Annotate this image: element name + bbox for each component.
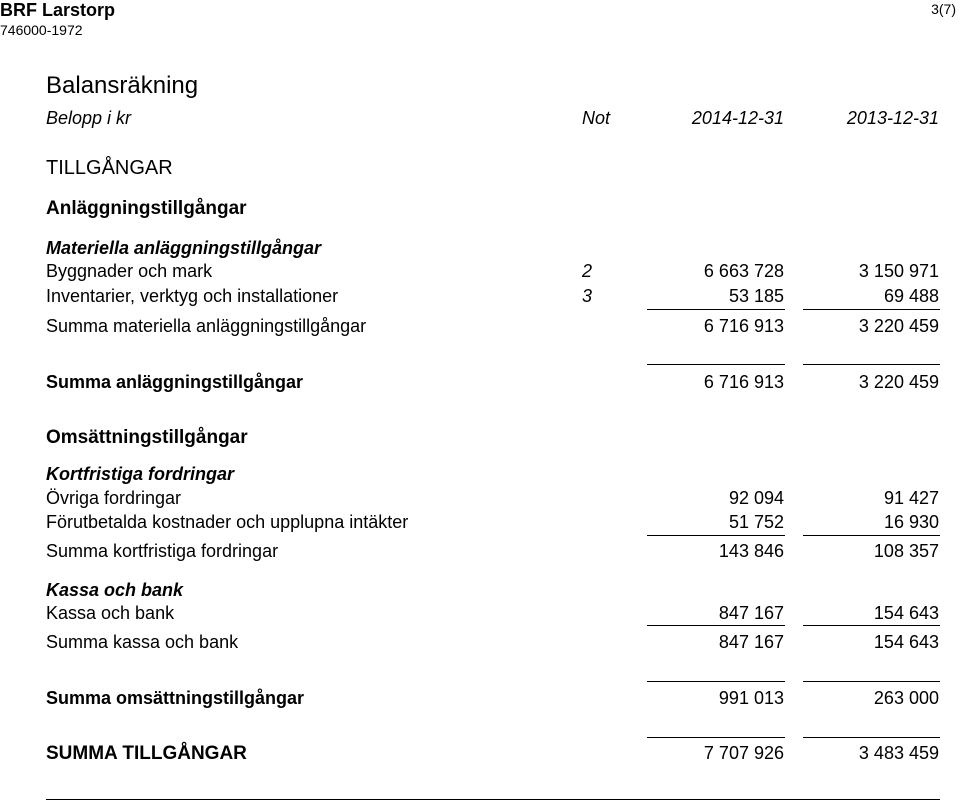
- org-number: 746000-1972: [0, 22, 83, 38]
- row-label: Övriga fordringar: [46, 488, 182, 508]
- assets-heading: TILLGÅNGAR: [46, 157, 173, 179]
- sum-rule: [647, 309, 785, 310]
- sum-rule: [647, 737, 785, 738]
- sum-rule: [647, 535, 785, 536]
- row-current-value: 53 185: [728, 286, 784, 306]
- fixed-assets-total-current: 6 716 913: [703, 372, 784, 392]
- subtotal-previous-value: 108 357: [873, 541, 939, 561]
- tangible-assets-heading: Materiella anläggningstillgångar: [46, 238, 322, 258]
- subtotal-current-value: 6 716 913: [703, 316, 784, 336]
- current-assets-total-current: 991 013: [718, 688, 784, 708]
- period-previous-header: 2013-12-31: [846, 108, 939, 128]
- row-current-value: 847 167: [718, 603, 784, 623]
- current-assets-total-label: Summa omsättningstillgångar: [46, 688, 305, 708]
- row-current-value: 51 752: [728, 512, 784, 532]
- sum-rule: [647, 364, 785, 365]
- fixed-assets-total-previous: 3 220 459: [858, 372, 939, 392]
- sum-rule: [803, 309, 940, 310]
- row-label: Kassa och bank: [46, 603, 175, 623]
- row-label: Inventarier, verktyg och installationer: [46, 286, 339, 306]
- amount-label: Belopp i kr: [46, 108, 132, 128]
- subtotal-label: Summa materiella anläggningstillgångar: [46, 316, 367, 336]
- subtotal-previous-value: 154 643: [873, 632, 939, 652]
- row-previous-value: 154 643: [873, 603, 939, 623]
- subtotal-previous-value: 3 220 459: [858, 316, 939, 336]
- cash-heading: Kassa och bank: [46, 580, 184, 600]
- grand-total-current: 7 707 926: [703, 743, 784, 763]
- row-note: 2: [582, 261, 593, 281]
- org-name: BRF Larstorp: [0, 0, 116, 20]
- current-assets-total-previous: 263 000: [873, 688, 939, 708]
- sum-rule: [803, 535, 940, 536]
- sum-rule: [647, 625, 785, 626]
- row-previous-value: 16 930: [883, 512, 939, 532]
- row-current-value: 92 094: [728, 488, 784, 508]
- note-column-header: Not: [582, 108, 611, 128]
- page-number: 3(7): [931, 1, 956, 17]
- row-previous-value: 69 488: [883, 286, 939, 306]
- sum-rule: [803, 625, 940, 626]
- sum-rule: [803, 364, 940, 365]
- fixed-assets-heading: Anläggningstillgångar: [46, 198, 247, 219]
- row-label: Förutbetalda kostnader och upplupna intäkter: [46, 512, 409, 532]
- period-current-header: 2014-12-31: [691, 108, 784, 128]
- page-title: Balansräkning: [46, 72, 199, 99]
- sum-rule: [803, 681, 940, 682]
- row-previous-value: 91 427: [883, 488, 939, 508]
- grand-total-previous: 3 483 459: [858, 743, 939, 763]
- sum-rule: [803, 737, 940, 738]
- subtotal-current-value: 143 846: [718, 541, 784, 561]
- grand-total-label: SUMMA TILLGÅNGAR: [46, 743, 247, 764]
- subtotal-current-value: 847 167: [718, 632, 784, 652]
- row-previous-value: 3 150 971: [858, 261, 939, 281]
- row-label: Byggnader och mark: [46, 261, 213, 281]
- subtotal-label: Summa kortfristiga fordringar: [46, 541, 279, 561]
- sum-rule: [647, 681, 785, 682]
- fixed-assets-total-label: Summa anläggningstillgångar: [46, 372, 304, 392]
- row-current-value: 6 663 728: [703, 261, 784, 281]
- row-note: 3: [582, 286, 593, 306]
- receivables-heading: Kortfristiga fordringar: [46, 464, 235, 484]
- current-assets-heading: Omsättningstillgångar: [46, 427, 248, 448]
- page-bottom-rule: [46, 799, 940, 800]
- subtotal-label: Summa kassa och bank: [46, 632, 239, 652]
